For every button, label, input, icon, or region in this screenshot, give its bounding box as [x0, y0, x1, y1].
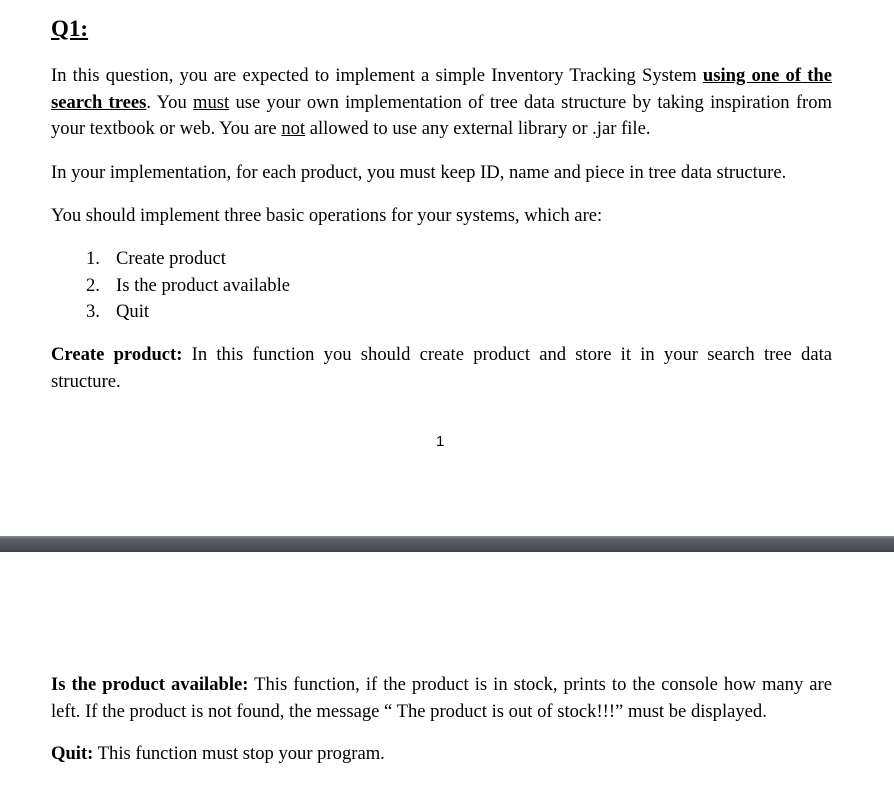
intro-emphasis-not: not	[281, 118, 306, 139]
list-item	[86, 299, 290, 326]
implementation-paragraph: In your implementation, for each product, you must keep ID, name and piece in tree data structure.	[51, 162, 787, 183]
list-item-number: 1.	[86, 248, 100, 269]
operations-intro-paragraph: You should implement three basic operations for your systems, which are:	[51, 205, 603, 226]
intro-text-3: use your own implementation of tree data structure by taking inspiration from your textbook or web. You are	[51, 91, 832, 139]
list-item-number: 3.	[86, 301, 100, 322]
list-item	[86, 246, 290, 273]
page-separator	[0, 536, 894, 552]
intro-emphasis-search-trees: using one of the search trees	[51, 65, 832, 113]
quit-text: This function must stop your program.	[93, 743, 385, 764]
is-available-title: Is the product available:	[51, 674, 249, 695]
list-item	[86, 273, 290, 300]
create-product-paragraph	[51, 342, 832, 395]
is-available-text: This function, if the product is in stock, prints to the console how many are left. If the product is not found, the message “ The product is out of stock!!!” must be displayed.	[51, 674, 832, 722]
quit-title: Quit:	[51, 743, 94, 764]
create-product-text: In this function you should create product and store it in your search tree data structure.	[51, 344, 832, 392]
create-product-title: Create product:	[51, 344, 183, 365]
intro-emphasis-must: must	[193, 91, 230, 113]
list-item-label: Create product	[116, 248, 226, 269]
question-heading: Q1:	[51, 16, 89, 41]
intro-text-1: In this question, you are expected to implement a simple Inventory Tracking System	[51, 65, 703, 86]
intro-text-2: . You	[146, 91, 194, 113]
list-item-number: 2.	[86, 274, 100, 296]
quit-paragraph	[51, 741, 832, 768]
intro-paragraph	[51, 63, 832, 143]
document-page-2	[0, 552, 894, 787]
list-item-label: Is the product available	[116, 274, 290, 296]
operations-list	[86, 246, 290, 326]
page-number: 1	[436, 433, 445, 450]
list-item-label: Quit	[116, 301, 150, 322]
is-available-paragraph	[51, 672, 832, 725]
intro-text-4: allowed to use any external library or .jar file.	[305, 118, 651, 139]
